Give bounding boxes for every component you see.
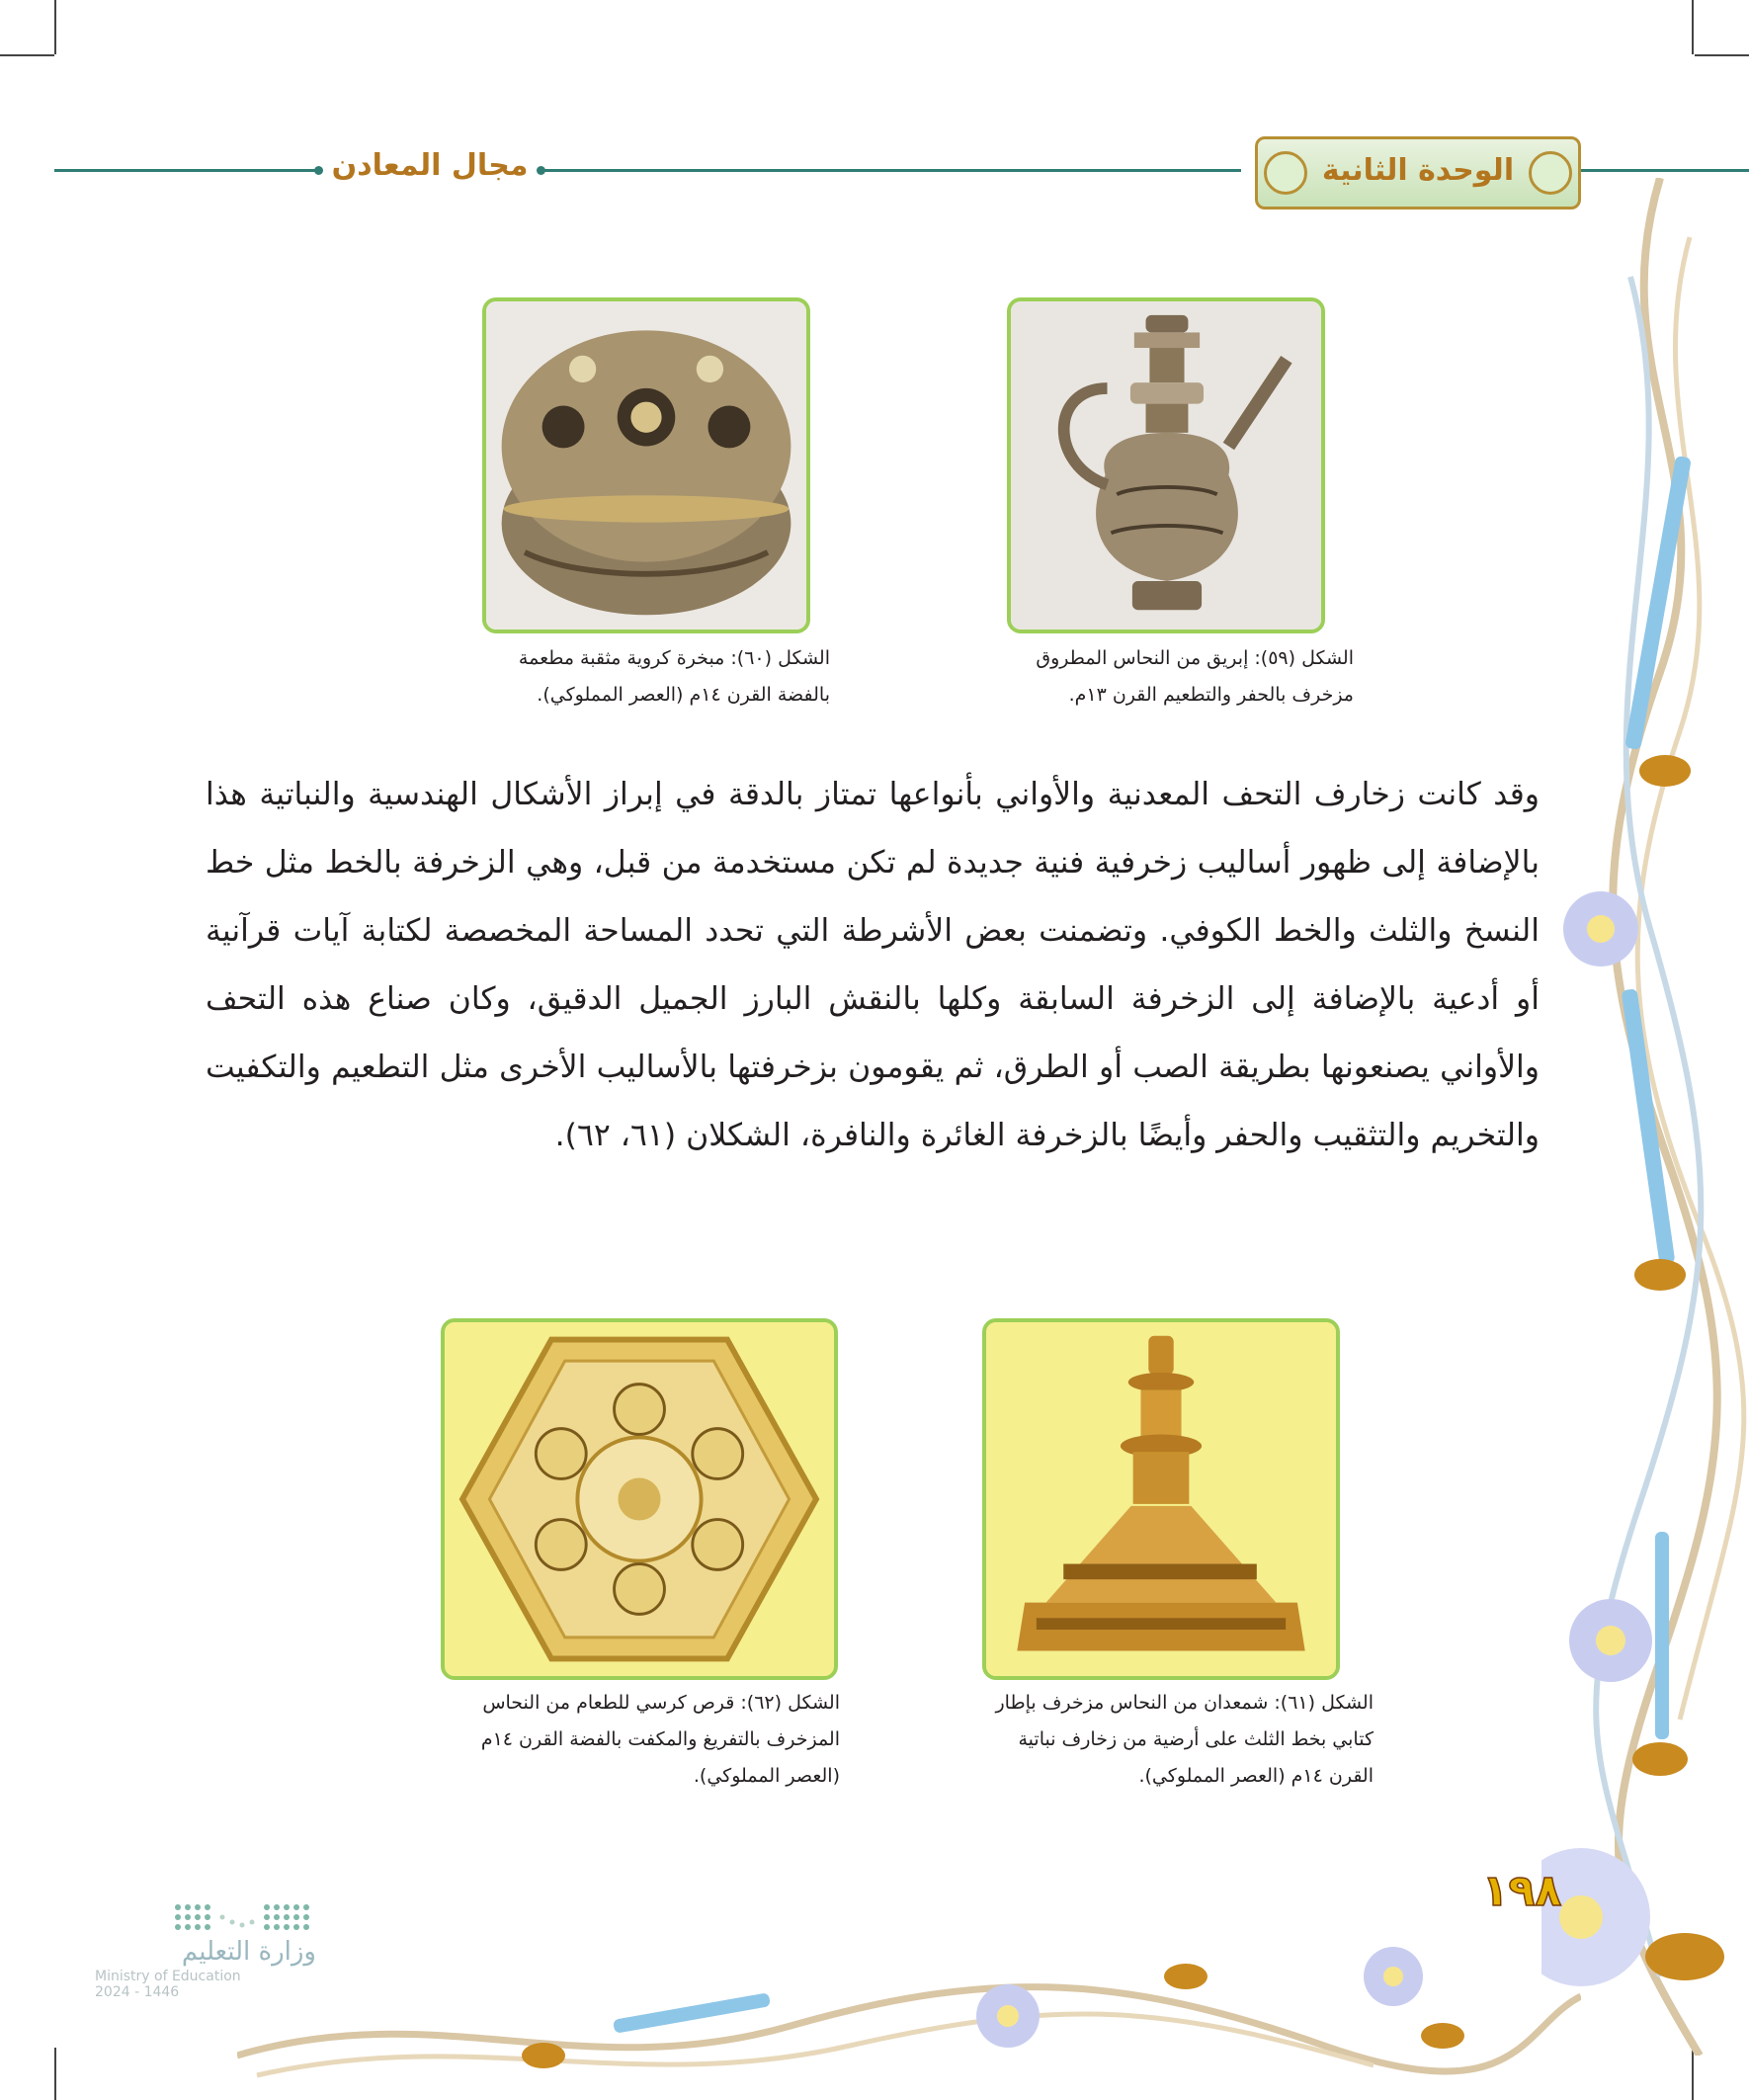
ministry-english-name: Ministry of Education (95, 1969, 241, 1984)
caption-line: الشكل (٦٢): قرص كرسي للطعام من النحاس (482, 1692, 840, 1714)
figure-62 (441, 1318, 838, 1680)
caption-line: كتابي بخط الثلث على أرضية من زخارف نباتية (1018, 1728, 1374, 1750)
caption-line: مزخرف بالحفر والتطعيم القرن ١٣م. (1068, 684, 1354, 706)
hexagonal-tray-image (445, 1322, 834, 1676)
figure-61 (982, 1318, 1340, 1680)
edition-year: 2024 - 1446 (95, 1984, 180, 2000)
section-title: مجال المعادن (331, 148, 529, 183)
ministry-logo-icon (168, 1897, 326, 1937)
caption-line: الشكل (٥٩): إبريق من النحاس المطروق (1036, 647, 1354, 669)
crop-mark (54, 2048, 56, 2100)
figure-60 (482, 297, 810, 633)
crop-mark (54, 0, 56, 54)
crop-mark (1692, 0, 1694, 54)
caption-line: بالفضة القرن ١٤م (العصر المملوكي). (537, 684, 830, 706)
candlestick-image (986, 1322, 1336, 1676)
caption-line: الشكل (٦٠): مبخرة كروية مثقبة مطعمة (518, 647, 830, 669)
header-rule-middle (543, 169, 1241, 172)
ornament-icon (1264, 151, 1307, 195)
ministry-name: وزارة التعليم (181, 1937, 316, 1967)
incense-burner-image (486, 301, 806, 630)
caption-line: الشكل (٦١): شمعدان من النحاس مزخرف بإطار (995, 1692, 1374, 1714)
body-paragraph: وقد كانت زخارف التحف المعدنية والأواني بأنواعها تمتاز بالدقة في إبراز الأشكال الهندسية والنباتية هذا بالإضافة إلى ظهور أساليب زخرفية فنية جديدة لم تكن مستخدمة من قبل، وهي الزخرفة بالخط مثل خط النسخ والثلث والخط الكوفي. وتضمنت بعض الأشرطة التي تحدد المساحة المخصصة لكتابة آيات قرآنية أو أدعية بالإضافة إلى الزخرفة السابقة وكلها بالنقش البارز الجميل الدقيق، وكان صناع هذه التحف والأواني يصنعونها بطريقة الصب أو الطرق، ثم يقومون بزخرفتها بالأساليب الأخرى مثل التطعيم والتكفيت والتخريم والتثقيب والحفر وأيضًا بالزخرفة الغائرة والنافرة، الشكلان (٦١، ٦٢). (206, 777, 1540, 1153)
header-rule-dot (314, 166, 323, 175)
figure-59-caption (949, 640, 1354, 714)
caption-line: القرن ١٤م (العصر المملوكي). (1138, 1765, 1374, 1787)
figure-59 (1007, 297, 1325, 633)
figure-61-caption (919, 1685, 1374, 1795)
caption-line: (العصر المملوكي). (693, 1765, 840, 1787)
caption-line: المزخرف بالتفريغ والمكفت بالفضة القرن ١٤م (480, 1728, 840, 1750)
decorative-border-bottom (237, 1937, 1581, 2100)
header-rule-left (54, 169, 319, 172)
header-rule-right (1581, 169, 1749, 172)
crop-mark (1695, 54, 1749, 56)
figure-62-caption (395, 1685, 840, 1795)
unit-badge (1255, 136, 1581, 210)
unit-title: الوحدة الثانية (1321, 153, 1515, 188)
ministry-subtitle (95, 1969, 241, 2000)
crop-mark (0, 54, 54, 56)
figure-60-caption (415, 640, 830, 714)
ewer-image (1011, 301, 1321, 630)
page-number: ١٩٨ (1481, 1866, 1562, 1916)
decorative-border-right (1541, 178, 1749, 2056)
